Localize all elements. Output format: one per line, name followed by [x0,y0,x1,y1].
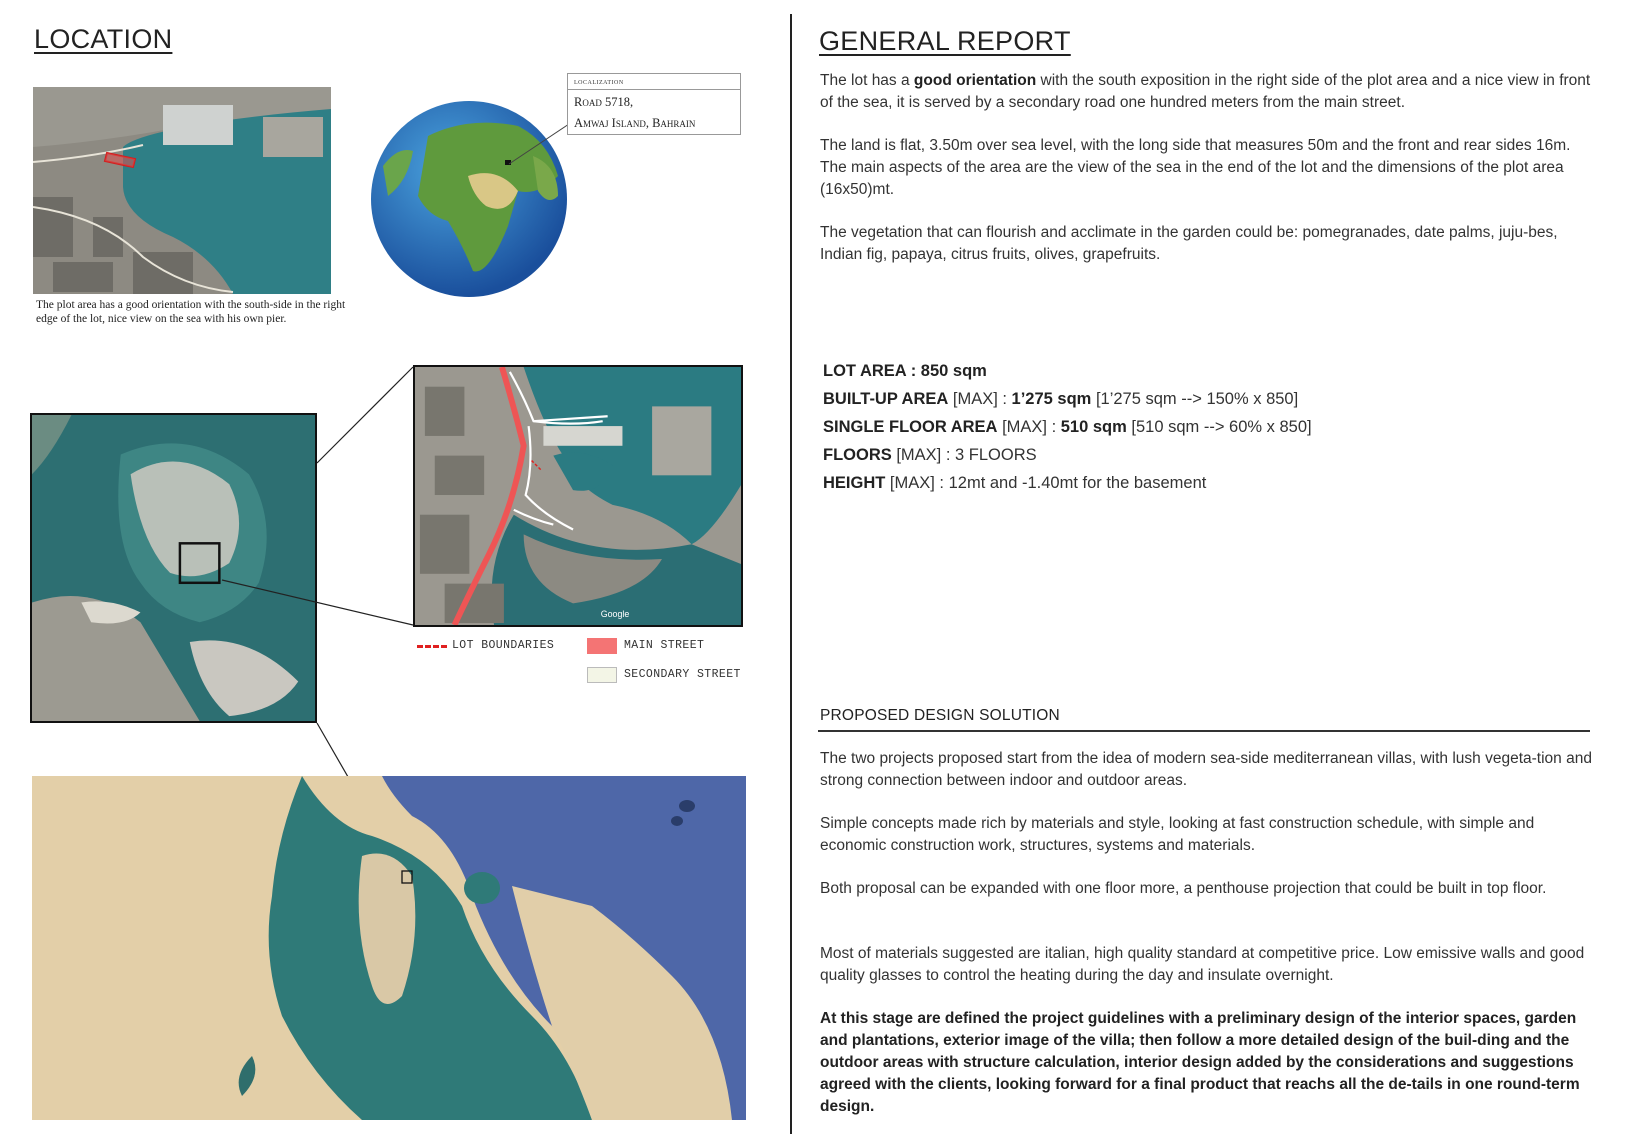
proposal-paragraph-4: Most of materials suggested are italian, high quality standard at competitive price. Low emissive walls and good quality glasses to control the heating during the day and insulate overnight. [820,945,1585,984]
detail-satellite-map [413,365,743,627]
floors-row: FLOORS [MAX] : 3 FLOORS [823,446,1037,464]
plot-satellite-image [33,87,331,294]
google-credit: Google [600,609,630,620]
localization-place: Amwaj Island, Bahrain [574,116,696,130]
proposal-paragraph-5: At this stage are defined the project guidelines with a preliminary design of the interior spaces, garden and plantations, exterior image of the villa; then follow a more detailed design of the buil-ding and the outdoor areas with structure calculation, interior design added by the considerations and suggestions agreed with the clients, looking forward for a final product that reachs all the de-tails in one round-term design. [820,1010,1580,1115]
general-report-title: GENERAL REPORT [819,26,1071,56]
localization-road: Road 5718, [574,95,634,109]
proposed-design-title: PROPOSED DESIGN SOLUTION [820,707,1060,724]
proposal-paragraph-1: The two projects proposed start from the idea of modern sea-side mediterranean villas, with lush vegeta-tion and strong connection between indoor and outdoor areas. [820,750,1592,789]
localization-label: localization [574,76,624,86]
height-row: HEIGHT [MAX] : 12mt and -1.40mt for the basement [823,474,1207,492]
localization-box [567,73,741,135]
lot-boundaries-swatch [417,645,447,648]
location-title: LOCATION [34,24,173,54]
region-satellite-map [32,776,746,1120]
land-paragraph: The land is flat, 3.50m over sea level, with the long side that measures 50m and the front and rear sides 16m. The main aspects of the area are the view of the sea in the end of the lot and the dimensions of the plot area (16x50)mt. [820,137,1571,198]
single-floor-area-row: SINGLE FLOOR AREA [MAX] : 510 sqm [510 sqm --> 60% x 850] [823,418,1312,436]
localization-pointer [505,120,575,170]
vegetation-paragraph: The vegetation that can flourish and acclimate in the garden could be: pomegranades, date palms, juju-bes, Indian fig, papaya, citrus fruits, olives, grapefruits. [820,224,1558,263]
secondary-street-swatch [587,667,617,683]
lot-area-row: LOT AREA : 850 sqm [823,362,987,380]
island-satellite-map [30,413,317,723]
lot-boundaries-label: LOT BOUNDARIES [452,639,555,652]
column-divider [790,14,792,1134]
main-street-label: MAIN STREET [624,639,705,652]
main-street-swatch [587,638,617,654]
plot-caption: The plot area has a good orientation with the south-side in the right edge of the lot, nice view on the sea with his own pier. [36,299,346,325]
orientation-paragraph: The lot has a good orientation with the south exposition in the right side of the plot area and a nice view in front of the sea, it is served by a secondary road one hundred meters from the main street. [820,72,1591,111]
built-up-area-row: BUILT-UP AREA [MAX] : 1’275 sqm [1’275 sqm --> 150% x 850] [823,390,1299,408]
secondary-street-label: SECONDARY STREET [624,668,741,681]
proposed-design-underline [818,730,1590,732]
proposal-paragraph-2: Simple concepts made rich by materials and style, looking at fast construction schedule, with simple and economic construction work, structures, systems and materials. [820,815,1535,854]
proposal-paragraph-3: Both proposal can be expanded with one floor more, a penthouse projection that could be built in top floor. [820,880,1547,897]
